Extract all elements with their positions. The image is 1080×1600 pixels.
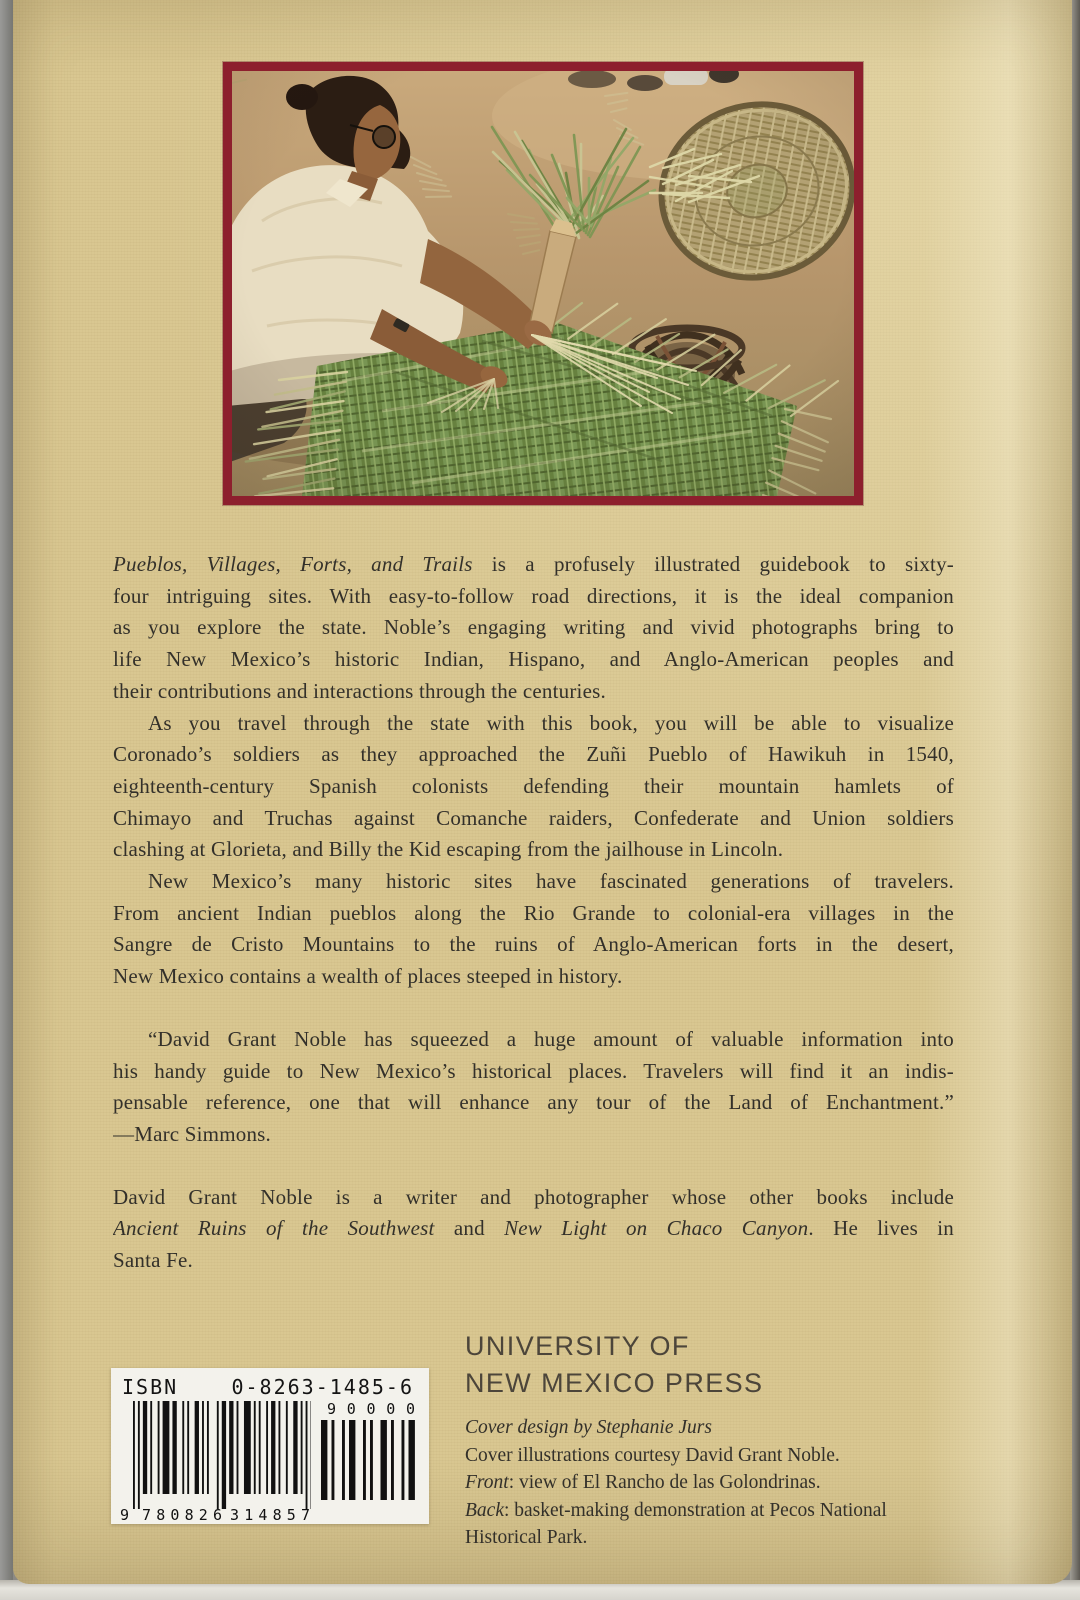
text-line: Sangre de Cristo Mountains to the ruins of Anglo-American forts in the desert, [113, 932, 954, 957]
svg-text:90000: 90000 [326, 1401, 415, 1418]
credit-line: Back: basket-making demonstration at Pecos National [465, 1499, 887, 1521]
credit-line: Historical Park. [465, 1527, 588, 1549]
text-line: as you explore the state. Noble’s engaging writing and vivid photographs bring to [113, 615, 954, 640]
back-cover-text [113, 549, 954, 1277]
ean-barcode [120, 1401, 311, 1522]
text-line: Coronado’s soldiers as they approached the Zuñi Pueblo of Hawikuh in 1540, [113, 742, 954, 767]
text-line: pensable reference, one that will enhance any tour of the Land of Enchantment.” [113, 1090, 954, 1115]
text-line: From ancient Indian pueblos along the Rio Grande to colonial-era villages in the [113, 900, 954, 925]
text-line: —Marc Simmons. [113, 1121, 271, 1146]
scanner-background-left [0, 0, 13, 1600]
text-line: Ancient Ruins of the Southwest and New Light on Chaco Canyon. He lives in [113, 1216, 954, 1241]
isbn-prefix: ISBN [122, 1375, 179, 1399]
text-line: Chimayo and Truchas against Comanche raiders, Confederate and Union soldiers [113, 805, 954, 830]
credit-line: Cover illustrations courtesy David Grant Noble. [465, 1444, 840, 1466]
back-cover-photo-frame [223, 62, 863, 505]
paragraph [113, 1024, 954, 1151]
text-line: Santa Fe. [113, 1248, 193, 1273]
basket-weaving-photo [232, 71, 854, 496]
isbn-row [120, 1375, 420, 1401]
publisher-line-1: UNIVERSITY OF [465, 1331, 690, 1361]
cover-credits [465, 1414, 985, 1552]
svg-text:780826: 780826 [142, 1506, 222, 1522]
text-line: As you travel through the state with this book, you will be able to visualize [148, 710, 954, 735]
credit-line: Front: view of El Rancho de las Golondrinas. [465, 1472, 821, 1494]
text-line: life New Mexico’s historic Indian, Hispano, and Anglo-American peoples and [113, 647, 954, 672]
svg-text:9: 9 [120, 1506, 130, 1522]
paragraph [113, 708, 954, 867]
publisher-imprint [465, 1328, 763, 1402]
ean-addon-barcode [319, 1401, 420, 1522]
text-line: “David Grant Noble has squeezed a huge amount of valuable information into [148, 1026, 954, 1051]
text-line: New Mexico’s many historic sites have fascinated generations of travelers. [148, 869, 954, 894]
isbn-barcode-label [111, 1368, 429, 1524]
text-line: clashing at Glorieta, and Billy the Kid escaping from the jailhouse in Lincoln. [113, 837, 784, 862]
svg-text:314857: 314857 [230, 1506, 310, 1522]
text-line: his handy guide to New Mexico’s historical places. Travelers will find it an indis- [113, 1058, 954, 1083]
paragraph [113, 866, 954, 993]
text-line: Pueblos, Villages, Forts, and Trails is a profusely illustrated guidebook to sixty- [113, 552, 954, 576]
paragraph [113, 549, 954, 708]
credit-line: Cover design by Stephanie Jurs [465, 1417, 712, 1438]
text-line: four intriguing sites. With easy-to-follow road directions, it is the ideal companion [113, 583, 954, 608]
text-line: New Mexico contains a wealth of places steeped in history. [113, 964, 623, 989]
text-line: eighteenth-century Spanish colonists defending their mountain hamlets of [113, 773, 954, 798]
book-cover [13, 0, 1072, 1584]
text-line: David Grant Noble is a writer and photographer whose other books include [113, 1184, 954, 1209]
text-line: their contributions and interactions through the centuries. [113, 678, 606, 703]
paragraph [113, 1182, 954, 1277]
publisher-line-2: NEW MEXICO PRESS [465, 1368, 764, 1398]
isbn-number: 0-8263-1485-6 [231, 1375, 414, 1399]
